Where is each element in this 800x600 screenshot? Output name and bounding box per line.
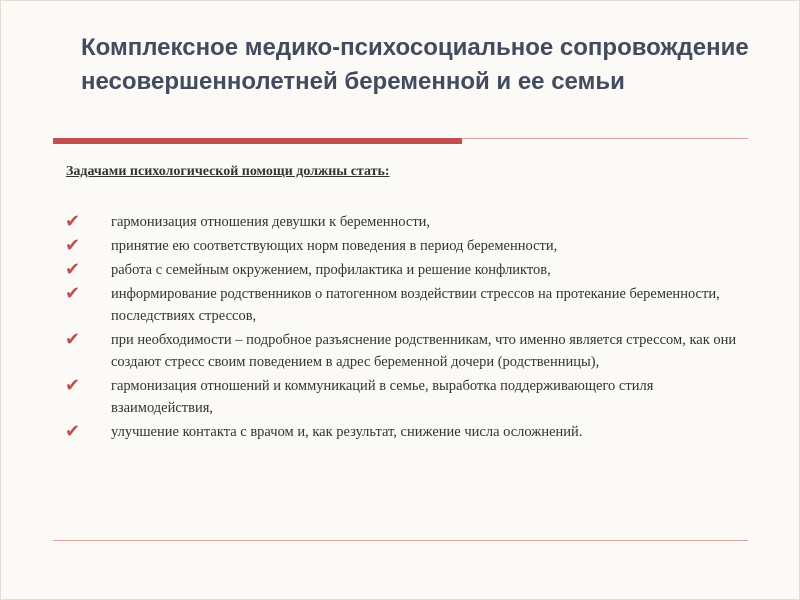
list-item-text: улучшение контакта с врачом и, как результат, снижение числа осложнений. (111, 424, 583, 440)
list-item-text: принятие ею соответствующих норм поведения в период беременности, (111, 238, 558, 254)
slide-title: Комплексное медико-психосоциальное сопровождение несовершеннолетней беременной и ее семьи (81, 34, 749, 95)
title-divider-accent (53, 138, 462, 144)
check-icon: ✔ (65, 375, 81, 396)
list-item (65, 211, 745, 233)
check-icon: ✔ (65, 283, 81, 304)
list-item-text: работа с семейным окружением, профилактика и решение конфликтов, (111, 262, 551, 278)
list-item (65, 259, 745, 281)
list-item-text: при необходимости – подробное разъяснение родственникам, что именно является стрессом, как они создают стресс своим поведением в адрес беременной дочери (родственницы), (111, 332, 737, 370)
check-icon: ✔ (65, 329, 81, 350)
list-item-text: информирование родственников о патогенном воздействии стрессов на протекание беременности, последствиях стрессов, (111, 286, 720, 324)
check-icon: ✔ (65, 235, 81, 256)
check-icon: ✔ (65, 421, 81, 442)
list-item (65, 329, 745, 373)
list-item (65, 421, 745, 443)
tasks-heading: Задачами психологической помощи должны стать: (66, 164, 390, 179)
list-item (65, 283, 745, 327)
tasks-list (65, 211, 745, 445)
check-icon: ✔ (65, 211, 81, 232)
list-item (65, 235, 745, 257)
list-item-text: гармонизация отношения девушки к беременности, (111, 214, 431, 230)
footer-divider (53, 540, 748, 541)
list-item-text: гармонизация отношений и коммуникаций в семье, выработка поддерживающего стиля взаимодействия, (111, 378, 654, 416)
check-icon: ✔ (65, 259, 81, 280)
list-item (65, 375, 745, 419)
